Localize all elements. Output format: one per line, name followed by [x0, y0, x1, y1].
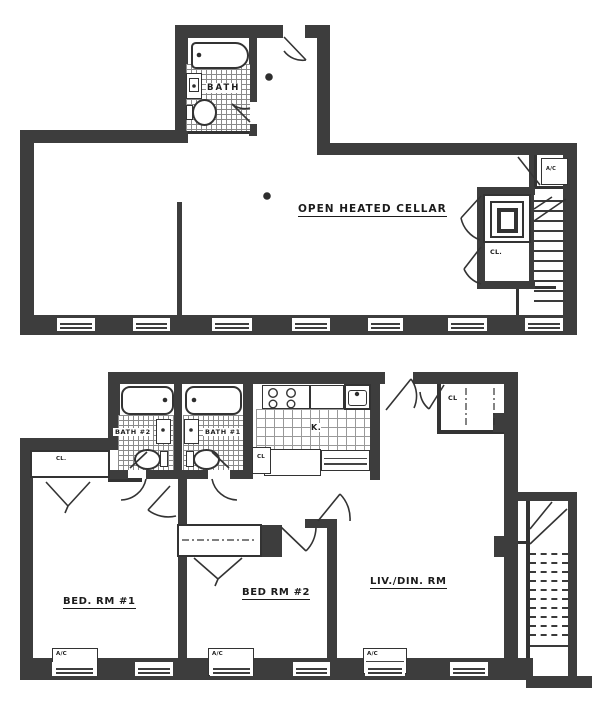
dishwasher [321, 450, 370, 471]
wall-segment [317, 25, 330, 155]
window [448, 318, 487, 331]
door-leaf [284, 37, 306, 60]
wall-segment [317, 143, 577, 155]
kitchen-door-arc [340, 494, 350, 521]
stair-tread [530, 607, 568, 609]
stair-tread [530, 553, 568, 555]
stair-tread [530, 625, 568, 627]
bath1-tub [185, 386, 242, 415]
wall-segment [108, 372, 385, 384]
wall-segment [175, 25, 283, 38]
bath1-label: BATH #1 [205, 428, 241, 436]
bed1-closet-label: CL. [56, 456, 67, 462]
wall-segment [568, 492, 577, 688]
ac1-label: A/C [56, 651, 67, 657]
wall-segment [477, 281, 535, 289]
window [525, 318, 563, 331]
bed2-closet [177, 524, 262, 557]
bifold-door [46, 482, 68, 506]
bath-label: BATH [207, 83, 241, 93]
stair-tread [530, 634, 568, 636]
wall-segment [177, 202, 182, 316]
wall-segment [261, 525, 282, 557]
wall-segment [20, 130, 34, 335]
window [212, 318, 252, 331]
closet-upper-label: CL. [490, 248, 502, 256]
stair-winder [534, 197, 552, 209]
thin-line [437, 384, 441, 434]
kitchen-counter [310, 385, 344, 409]
kitchen-lower-counter [264, 449, 321, 476]
bifold-door-tick [65, 506, 68, 513]
window [368, 318, 403, 331]
column-dot [265, 73, 273, 81]
entry-closet-label: CL [448, 394, 458, 402]
stair-tread [530, 598, 568, 600]
thin-line [534, 155, 537, 189]
entry-door-leaf [386, 379, 411, 410]
window [292, 318, 330, 331]
stair-winder [530, 502, 552, 529]
window [52, 662, 97, 676]
stair-winder [530, 509, 567, 544]
window [293, 662, 330, 676]
wall-segment [526, 676, 592, 688]
bath2-toilet [134, 449, 161, 470]
kitchen-sink-basin [348, 390, 367, 406]
bed2-door-arc [306, 528, 316, 551]
stair-tread [530, 589, 568, 591]
stair-tread [530, 616, 568, 618]
sink-basin [189, 78, 199, 92]
stair-tread [530, 580, 568, 582]
window [135, 662, 173, 676]
ac2-label: A/C [212, 651, 223, 657]
stair-tread [530, 562, 568, 564]
wall-segment [249, 124, 257, 136]
thin-line [516, 286, 519, 318]
wall-segment [20, 130, 180, 143]
wall-segment [305, 25, 330, 38]
livdin-label: LIV./DIN. RM [370, 576, 447, 587]
window [57, 318, 95, 331]
stair-tread [530, 571, 568, 573]
bed2-door-leaf [281, 527, 306, 551]
stair-tread [534, 200, 566, 202]
wall-segment [20, 438, 120, 450]
wall-segment [174, 384, 182, 476]
wall-segment [327, 519, 337, 658]
stair-tread [534, 260, 566, 262]
bifold-door-tick [215, 579, 218, 586]
stair-tread [534, 240, 566, 242]
kitchen-door-leaf [318, 494, 340, 521]
wall-segment [370, 384, 380, 480]
bath2-toilet-tank [160, 451, 168, 467]
wall-segment [504, 372, 518, 664]
bifold-door [194, 558, 218, 579]
bed1-label: BED. RM #1 [63, 596, 136, 607]
wall-segment [305, 519, 330, 528]
bed1-closet [30, 450, 110, 478]
bifold-door [68, 482, 90, 506]
bath2-tub [121, 386, 174, 415]
kitchen-label: K. [311, 423, 322, 432]
wall-segment [178, 478, 187, 658]
toilet [192, 99, 217, 126]
wall-segment [249, 38, 257, 102]
stove [262, 385, 310, 409]
stair-tread [534, 220, 566, 222]
bath2-label: BATH #2 [115, 428, 151, 436]
window [365, 662, 405, 676]
door-arc [284, 51, 306, 60]
elevator-door [497, 208, 518, 233]
window [210, 662, 253, 676]
stair-tread [534, 280, 566, 282]
bath2-sink [156, 419, 171, 444]
bath1-sink [184, 419, 199, 444]
kitchen-closet [252, 447, 271, 474]
bath1-toilet-tank [186, 451, 194, 467]
bed1-door-arc [148, 510, 176, 517]
toilet-tank [186, 105, 193, 120]
stair-landing-edge [530, 645, 568, 647]
bathtub [191, 42, 249, 69]
wall-segment [108, 470, 128, 479]
column-dot [263, 192, 271, 200]
entry-closet-door-arc [420, 392, 429, 409]
bed2-label: BED RM #2 [242, 587, 311, 598]
ac-upper-label: A/C [546, 166, 556, 172]
window [450, 662, 488, 676]
open-heated-cellar-label: OPEN HEATED CELLAR [298, 203, 447, 215]
window [133, 318, 170, 331]
stair-tread [534, 290, 566, 292]
stair-tread [534, 250, 566, 252]
bifold-door [218, 558, 242, 579]
wall-segment [512, 492, 577, 501]
bath2-door-arc [121, 479, 146, 500]
ac-unit-upper [541, 158, 568, 185]
stair-tread [534, 270, 566, 272]
bath1-door-arc [212, 479, 237, 500]
bath1-toilet [193, 449, 220, 470]
kitchen-closet-label: CL [257, 454, 265, 460]
stair-tread [534, 230, 566, 232]
stair-tread [534, 300, 566, 302]
ac3-label: A/C [367, 651, 378, 657]
stair-tread [534, 210, 566, 212]
bed1-door-leaf [148, 486, 170, 510]
wall-segment [413, 372, 512, 384]
